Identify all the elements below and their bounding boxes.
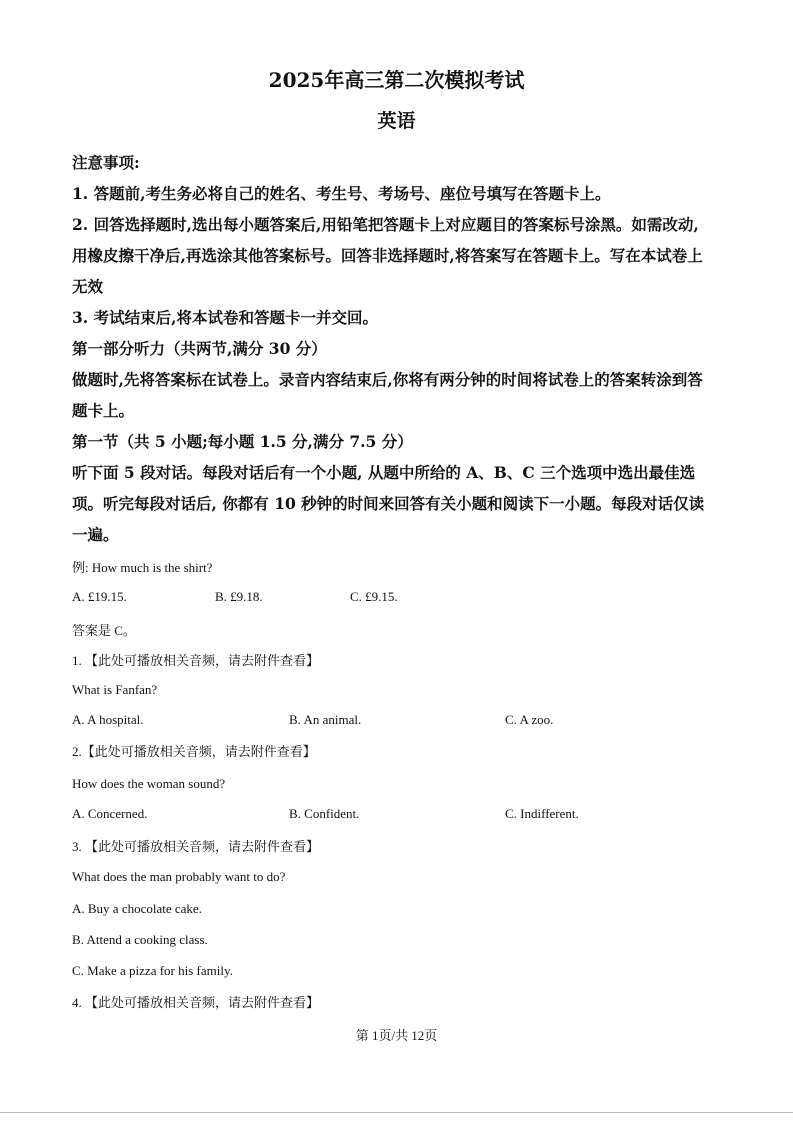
question-2-option-b: B. Confident. [289,806,360,821]
section1-heading: 第一节（共 5 小题;每小题 1.5 分,满分 7.5 分） [72,432,413,451]
section1-instruction-line-1: 听下面 5 段对话。每段对话后有一个小题, 从题中所给的 A、B、C 三个选项中选出最佳选 [72,463,696,482]
question-2-text: How does the woman sound? [72,776,226,791]
question-2-audio-label: 2.【此处可播放相关音频，请去附件查看】 [72,744,316,759]
page-number: 第 1页/共 12页 [355,1028,438,1043]
section1-instruction-line-2: 项。听完每段对话后, 你都有 10 秒钟的时间来回答有关小题和阅读下一小题。每段对话仅读 [72,494,705,513]
question-3-option-c: C. Make a pizza for his family. [72,963,233,978]
question-3-audio-label: 3. 【此处可播放相关音频，请去附件查看】 [72,839,320,854]
note-2-line-3: 无效 [72,277,104,296]
exam-title: 2025年高三第二次模拟考试 [268,68,525,92]
note-2-line-2: 用橡皮擦干净后,再选涂其他答案标号。回答非选择题时,将答案写在答题卡上。写在本试卷上 [72,246,703,265]
note-1: 1. 答题前,考生务必将自己的姓名、考生号、考场号、座位号填写在答题卡上。 [72,184,611,203]
question-3-option-a: A. Buy a chocolate cake. [72,901,202,916]
question-1-audio-label: 1. 【此处可播放相关音频，请去附件查看】 [72,653,320,668]
example-question: 例: How much is the shirt? [72,560,213,575]
question-1-text: What is Fanfan? [72,682,158,697]
part1-instruction-line-1: 做题时,先将答案标在试卷上。录音内容结束后,你将有两分钟的时间将试卷上的答案转涂到答 [72,370,703,389]
question-2-option-a: A. Concerned. [72,806,148,821]
bottom-divider [0,1112,793,1113]
part1-instruction-line-2: 题卡上。 [72,401,135,420]
section1-instruction-line-3: 一遍。 [72,525,119,544]
question-1-option-c: C. A zoo. [505,712,554,727]
question-4-audio-label: 4. 【此处可播放相关音频，请去附件查看】 [72,995,320,1010]
question-2-option-c: C. Indifferent. [505,806,579,821]
notes-heading: 注意事项: [72,153,140,172]
example-answer: 答案是 C。 [72,623,136,638]
example-option-a: A. £19.15. [72,589,127,604]
question-1-option-a: A. A hospital. [72,712,144,727]
question-3-option-b: B. Attend a cooking class. [72,932,208,947]
question-3-text: What does the man probably want to do? [72,869,286,884]
question-1-option-b: B. An animal. [289,712,362,727]
example-option-c: C. £9.15. [350,589,398,604]
part1-heading: 第一部分听力（共两节,满分 30 分） [72,339,327,358]
note-3: 3. 考试结束后,将本试卷和答题卡一并交回。 [72,308,378,327]
subject-title: 英语 [377,110,416,132]
note-2-line-1: 2. 回答选择题时,选出每小题答案后,用铅笔把答题卡上对应题目的答案标号涂黑。如需改动, [72,215,699,234]
example-option-b: B. £9.18. [215,589,263,604]
